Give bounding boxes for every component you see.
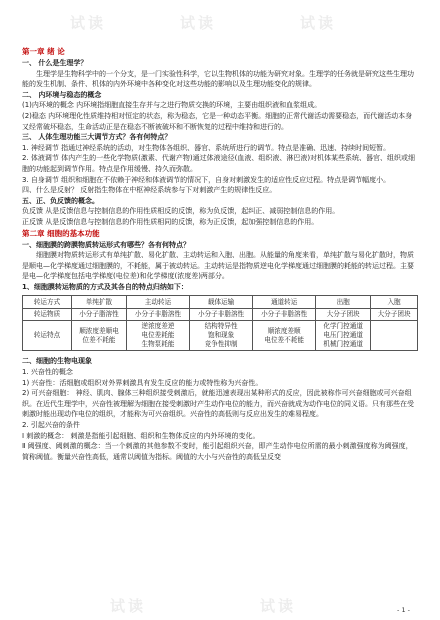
table-cell: 小分子脂溶性 bbox=[72, 309, 127, 321]
cell-line: 位差不耗能 bbox=[82, 335, 116, 344]
table-cell: 大分子团块 bbox=[316, 309, 371, 321]
watermark: 试读 bbox=[110, 597, 147, 615]
table-header: 入胞 bbox=[371, 296, 418, 309]
paragraph: Ⅰ 刺激的概念： 刺激是指能引起细胞、组织和生物体反应的内外环境的变化。 bbox=[22, 431, 260, 440]
table-cell bbox=[190, 321, 253, 351]
cell-line: 电位差耗能 bbox=[141, 331, 175, 340]
table-cell bbox=[253, 321, 316, 351]
watermark: 试读 bbox=[300, 14, 337, 32]
section-heading: 二、细胞的生物电现象 bbox=[22, 357, 92, 366]
cell-line: 机械门控通道 bbox=[323, 340, 363, 349]
cell-line: 电压门控通道 bbox=[323, 331, 363, 340]
paragraph: 负反馈 从是反馈信息与控制信息的作用性质相反的反馈，称为负反馈，起纠正、减弱控制信息的作用。 bbox=[22, 207, 340, 216]
table-cell bbox=[371, 321, 418, 351]
paragraph: 3. 自身调节 组织和细胞在不依赖于神经和体液调节的情况下，自身对刺激发生的适应性反应过程。特点是调节幅度小。 bbox=[22, 175, 391, 184]
table-header: 通道转运 bbox=[253, 296, 316, 309]
section-heading: 一、细胞膜的跨膜物质转运形式有哪些？各有何特点？ bbox=[22, 240, 190, 249]
cell-line: 竞争性抑制 bbox=[204, 340, 238, 349]
section-heading: 二、 内环境与稳态的概念 bbox=[22, 90, 102, 99]
paragraph: 1) 兴奋性：活细胞或组织对外界刺激具有发生反应的能力或特性称为兴奋性。 bbox=[22, 378, 263, 387]
paragraph: (2)稳态 内环境理化性质维持相对恒定的状态，称为稳态，它是一种动态平衡。细胞的正常代谢活动需要稳态，而代谢活动本身又经常破坏稳态，生命活动正是在稳态不断被破坏和不断恢复的过程中维持和进行的。 bbox=[22, 111, 413, 131]
cell-line: 逆浓度差逆 bbox=[141, 322, 175, 331]
table-row bbox=[23, 321, 418, 351]
paragraph: 正反馈 从是反馈信息与控制信息的作用性质相同的反馈，称为正反馈，起加强控制信息的作用。 bbox=[22, 217, 319, 226]
paragraph: 生理学是生物科学中的一个分支，是一门实验性科学，它以生物机体的功能为研究对象。生理学的任务就是研究这些生理功能的发生机制、条件、机体的内外环境中各种变化对这些功能的影响以及生理功能变化的规律。 bbox=[22, 69, 414, 89]
table-cell bbox=[72, 321, 127, 351]
table-cell: 小分子非脂溶性 bbox=[126, 309, 189, 321]
section-heading: 三、 人体生理功能三大调节方式？各有何特点？ bbox=[22, 133, 172, 142]
subsection-heading: 1. 兴奋性的概念 bbox=[22, 368, 73, 377]
cell-line: 化学门控通道 bbox=[323, 322, 363, 331]
table-cell bbox=[126, 321, 189, 351]
table-header-row bbox=[23, 296, 418, 309]
paragraph: (1)内环境的概念 内环境指细胞直接生存并与之进行物质交换的环境，主要由组织液和血浆组成。 bbox=[22, 101, 322, 110]
table-header: 转运方式 bbox=[23, 296, 72, 309]
subsection-heading: 2. 引起兴奋的条件 bbox=[22, 421, 80, 430]
table-caption: 1、细胞膜转运物质的方式及其各自的特点归纳如下： bbox=[22, 282, 188, 291]
cell-line: 电位差不耗能 bbox=[264, 335, 304, 344]
watermark: 试读 bbox=[70, 14, 107, 32]
section-heading: 一、 什么是生理学？ bbox=[22, 59, 88, 67]
paragraph: 细胞膜对物质转运形式有单纯扩散、易化扩散、主动转运和入胞、出胞。从能量的角度来看，单纯扩散与易化扩散时，物质是顺电—化学梯度通过细胞膜的，不耗能，属于被动转运。主动转运是指物质逆电化学梯度通过细胞膜的耗能的转运过程。主要是电—化学梯度包括电学梯度(电位差)和化学梯度(浓度差)两部分。 bbox=[22, 251, 414, 281]
paragraph: 1. 神经调节 指通过神经系统的活动，对生物体各组织、器官、系统所进行的调节。特点是准确、迅速、持续时间短暂。 bbox=[22, 143, 391, 152]
section-heading: 五、正、负反馈的概念。 bbox=[22, 196, 99, 205]
page-number: - 1 - bbox=[397, 606, 410, 614]
table-header: 载体运输 bbox=[190, 296, 253, 309]
paragraph: Ⅱ 阈强度、阈刺激的概念：当一个刺激的其他参数不变时，能引起组织兴奋，即产生动作电位所需的最小刺激强度称为阈强度，简称阈值。衡量兴奋性高低，通常以阈值为指标。阈值的大小与兴奋性的高低呈反变 bbox=[22, 442, 413, 461]
table-cell: 小分子非脂溶性 bbox=[253, 309, 316, 321]
table-cell: 转运特点 bbox=[23, 321, 72, 351]
watermark: 试读 bbox=[180, 14, 217, 32]
table-cell: 大分子团块 bbox=[371, 309, 418, 321]
chapter-2-title: 第二章 细胞的基本功能 bbox=[22, 228, 100, 238]
cell-line: 结构特异性 bbox=[204, 322, 238, 331]
table-cell: 小分子非脂溶性 bbox=[190, 309, 253, 321]
table-header: 出胞 bbox=[316, 296, 371, 309]
table-cell: 转运物质 bbox=[23, 309, 72, 321]
paragraph: 2. 体液调节 体内产生的一些化学物质(激素、代谢产物)通过体液途径(血液、组织液、淋巴液)对机体某些系统、器官、组织或细胞的功能起到调节作用。特点是作用缓慢、持久而弥散。 bbox=[22, 154, 416, 173]
table-header: 主动转运 bbox=[126, 296, 189, 309]
transport-table bbox=[22, 295, 418, 351]
cell-line: 饱和现象 bbox=[207, 331, 235, 340]
chapter-1-title: 第一章 绪 论 bbox=[22, 47, 65, 56]
paragraph: 2) 可兴奋细胞： 神经、肌肉、腺体三种组织接受刺激后，就能迅速表现出某种形式的反应，因此被称作可兴奋细胞或可兴奋组织。在近代生理学中，兴奋性被理解为细胞在接受刺激时产生动作电位的能力，而兴奋就成为动作电位的同义语。只有那些在受刺激时能出现动作电位的组织，才能称为可兴奋组织。兴奋性的高低则与反应出发生的难易程度。 bbox=[22, 389, 414, 419]
paragraph: 四、什么是反射？ 反射指生物体在中枢神经系统参与下对刺激产生的规律性反应。 bbox=[22, 186, 277, 195]
cell-line: 顺浓度差顺 bbox=[267, 326, 301, 335]
table-header: 单纯扩散 bbox=[72, 296, 127, 309]
cell-line: 顺浓度差顺电 bbox=[79, 326, 119, 335]
table-row bbox=[23, 309, 418, 321]
cell-line: 生物泵耗能 bbox=[141, 340, 175, 349]
table-cell bbox=[316, 321, 371, 351]
watermark: 试读 bbox=[260, 597, 297, 615]
